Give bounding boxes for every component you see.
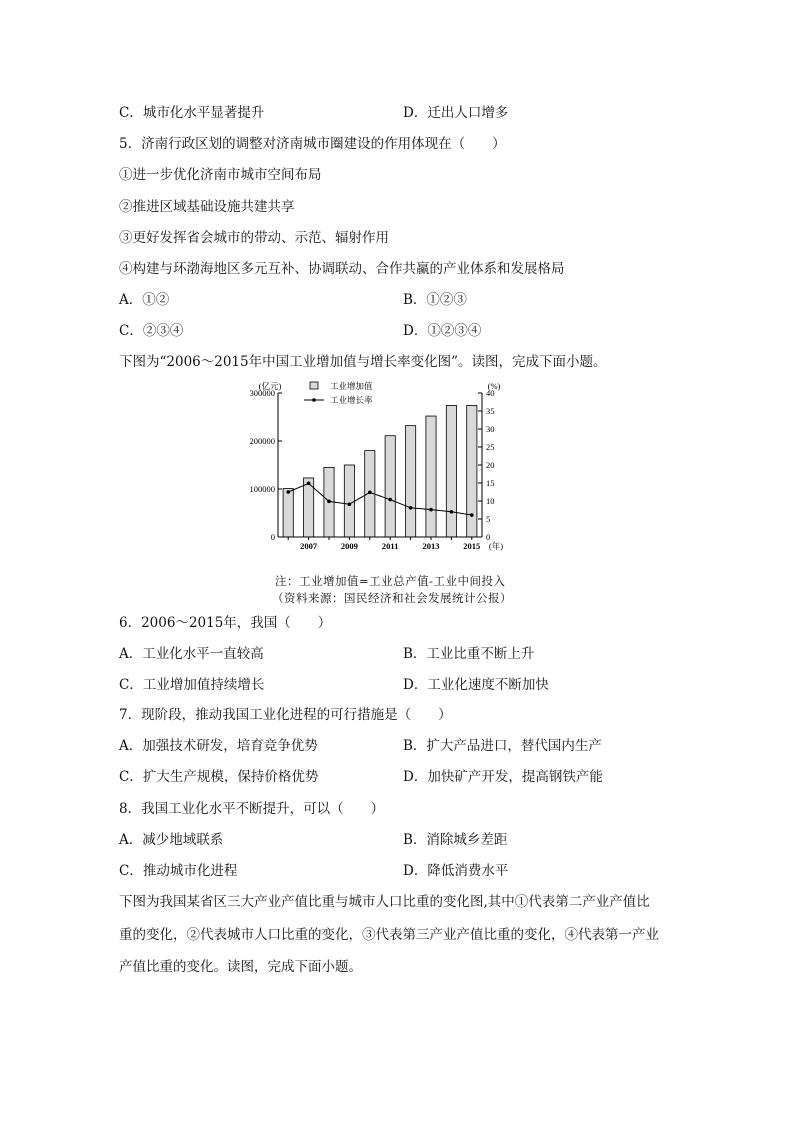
x-tick-label: 2009 [340,541,358,551]
q5-item-4: ④构建与环渤海地区多元互补、协调联动、合作共赢的产业体系和发展格局 [119,261,565,277]
left-tick-label: 200000 [249,436,275,446]
q6-option-b: B．工业比重不断上升 [403,646,535,662]
left-tick-label: 100000 [249,484,275,494]
legend-bar-label: 工业增加值 [330,381,373,391]
right-tick-label: 20 [486,460,495,470]
left-tick-label: 300000 [249,388,275,398]
right-tick-label: 15 [486,478,495,488]
growth-rate-point [470,513,474,517]
legend-line-label: 工业增长率 [330,395,373,405]
right-tick-label: 40 [486,388,495,398]
q5-option-d: D．①②③④ [403,323,482,339]
chart-bar [385,436,395,537]
q8-option-c: C．推动城市化进程 [119,863,238,879]
chart-note: 注：工业增加值=工业总产值-工业中间投入 [275,574,506,588]
left-tick-label: 0 [270,532,275,542]
growth-rate-point [307,482,311,486]
q7-stem: 7．现阶段，推动我国工业化进程的可行措施是（ ） [119,707,452,723]
chart-bar [426,416,436,537]
x-tick-label: 2011 [381,541,399,551]
q5-option-a: A．①② [119,292,170,308]
right-tick-label: 25 [486,442,495,452]
q5-option-b: B．①②③ [403,292,467,308]
growth-rate-line [288,483,472,515]
x-tick-label: 2013 [422,541,440,551]
x-unit-label: (年) [488,541,504,551]
q6-option-d: D．工业化速度不断加快 [403,677,549,693]
q5-item-3: ③更好发挥省会城市的带动、示范、辐射作用 [119,230,389,246]
next-intro-line-2: 重的变化，②代表城市人口比重的变化，③代表第三产业产值比重的变化，④代表第一产业 [119,927,659,943]
growth-rate-point [429,508,433,512]
growth-rate-point [348,502,352,506]
growth-rate-point [409,506,413,510]
chart-intro: 下图为“2006～2015年中国工业增加值与增长率变化图”。读图，完成下面小题。 [119,354,607,370]
x-tick-label: 2007 [300,541,318,551]
q8-option-a: A．减少地域联系 [119,832,224,848]
growth-rate-point [368,491,372,495]
chart-bar [446,405,456,537]
q7-option-c: C．扩大生产规模，保持价格优势 [119,769,319,785]
growth-rate-point [327,500,331,504]
q5-option-c: C．②③④ [119,323,184,339]
next-intro-line-3: 产值比重的变化。读图，完成下面小题。 [119,959,362,975]
q6-stem: 6．2006～2015年，我国（ ） [119,615,332,631]
growth-rate-point [286,490,290,494]
chart-bar [406,426,416,537]
right-tick-label: 35 [486,406,495,416]
right-tick-label: 10 [486,496,495,506]
q5-item-2: ②推进区域基础设施共建共享 [119,199,295,215]
right-tick-label: 5 [486,514,491,524]
growth-rate-point [388,498,392,502]
chart-source: （资料来源：国民经济和社会发展统计公报） [272,591,512,605]
q6-option-a: A．工业化水平一直较高 [119,646,264,662]
legend-line-marker [312,398,316,402]
right-unit-label: (%) [487,381,501,391]
q7-option-d: D．加快矿产开发，提高钢铁产能 [403,769,603,785]
q4-option-c: C．城市化水平显著提升 [119,105,265,121]
q5-stem: 5．济南行政区划的调整对济南城市圈建设的作用体现在（ ） [119,136,506,152]
q7-option-a: A．加强技术研发，培育竞争优势 [119,738,318,754]
q7-option-b: B．扩大产品进口，替代国内生产 [403,738,602,754]
chart-bar [283,489,293,537]
q4-option-d: D．迁出人口增多 [403,105,509,121]
q8-stem: 8．我国工业化水平不断提升，可以（ ） [119,801,385,817]
q8-option-b: B．消除城乡差距 [403,832,508,848]
industry-chart [240,378,530,556]
growth-rate-point [450,510,454,514]
x-tick-label: 2015 [463,541,481,551]
q5-item-1: ①进一步优化济南市城市空间布局 [119,167,322,183]
q8-option-d: D．降低消费水平 [403,863,509,879]
right-tick-label: 30 [486,424,495,434]
next-intro-line-1: 下图为我国某省区三大产业产值比重与城市人口比重的变化图,其中①代表第二产业产值比 [119,894,650,910]
chart-bar [467,405,477,537]
q6-option-c: C．工业增加值持续增长 [119,677,265,693]
left-unit-label: (亿元) [258,381,282,391]
right-tick-label: 0 [486,532,491,542]
legend-bar-swatch [310,382,318,389]
chart-bar [344,465,354,537]
